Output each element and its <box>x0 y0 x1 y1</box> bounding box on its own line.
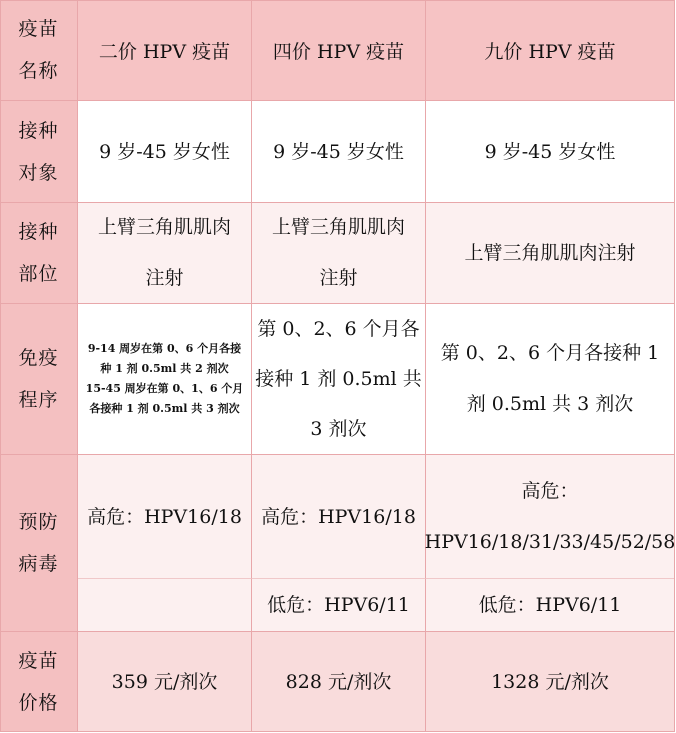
price-label-cell <box>0 632 78 732</box>
price-quadrivalent <box>252 632 426 732</box>
schedule-bivalent-line3: 15-45 周岁在第 0、1、6 个月 <box>85 382 244 395</box>
price-label-bottom: 价格 <box>18 691 59 714</box>
target-nonavalent-text: 9 岁-45 岁女性 <box>484 140 616 163</box>
header-label-cell <box>0 0 78 101</box>
prevent-bivalent-low <box>78 579 252 632</box>
schedule-bivalent-line1: 9-14 周岁在第 0、6 个月各接 <box>87 342 242 355</box>
prevent-quadrivalent-high <box>252 455 426 579</box>
header-bivalent-title: 二价 HPV 疫苗 <box>98 40 231 63</box>
target-label-bottom: 对象 <box>18 161 59 184</box>
schedule-nonavalent-line2: 剂 0.5ml 共 3 剂次 <box>466 393 634 415</box>
price-nonavalent <box>426 632 675 732</box>
price-bivalent-text: 359 元/剂次 <box>111 670 218 693</box>
target-quadrivalent <box>252 101 426 203</box>
prevent-quadrivalent-low <box>252 579 426 632</box>
prevent-nonavalent-low-text: 低危：HPV6/11 <box>478 594 622 616</box>
prevent-bivalent-high <box>78 455 252 579</box>
site-quadrivalent-line2: 注射 <box>319 267 358 289</box>
header-quadrivalent <box>252 0 426 101</box>
price-quadrivalent-text: 828 元/剂次 <box>285 670 392 693</box>
target-bivalent-text: 9 岁-45 岁女性 <box>99 140 230 163</box>
header-label-top: 疫苗 <box>18 18 59 40</box>
target-quadrivalent-text: 9 岁-45 岁女性 <box>273 140 404 163</box>
header-label-bottom: 名称 <box>18 60 59 82</box>
schedule-label-top: 免疫 <box>18 347 59 369</box>
schedule-quadrivalent-line3: 3 剂次 <box>310 418 367 440</box>
prevent-nonavalent-high-types: HPV16/18/31/33/45/52/58 <box>424 530 676 553</box>
site-bivalent-line2: 注射 <box>145 267 184 289</box>
prevent-label-top: 预防 <box>18 511 59 533</box>
prevent-nonavalent-low <box>426 579 675 632</box>
header-bivalent <box>78 0 252 101</box>
schedule-nonavalent <box>426 304 675 455</box>
price-label-top: 疫苗 <box>18 649 59 672</box>
site-quadrivalent <box>252 203 426 304</box>
schedule-quadrivalent-line2: 接种 1 剂 0.5ml 共 <box>255 368 422 390</box>
site-label-cell <box>0 203 78 304</box>
prevent-quadrivalent-low-text: 低危：HPV6/11 <box>267 594 410 616</box>
schedule-quadrivalent <box>252 304 426 455</box>
site-bivalent-line1: 上臂三角肌肌肉 <box>97 216 231 238</box>
site-quadrivalent-line1: 上臂三角肌肌肉 <box>271 216 405 238</box>
prevent-nonavalent-high-label: 高危： <box>521 479 579 502</box>
schedule-bivalent-line4: 各接种 1 剂 0.5ml 共 3 剂次 <box>89 402 240 415</box>
site-label-bottom: 部位 <box>18 263 59 285</box>
site-nonavalent <box>426 203 675 304</box>
site-bivalent <box>78 203 252 304</box>
schedule-nonavalent-line1: 第 0、2、6 个月各接种 1 <box>440 342 660 364</box>
price-bivalent <box>78 632 252 732</box>
header-nonavalent <box>426 0 675 101</box>
prevent-label-cell <box>0 455 78 632</box>
prevent-nonavalent-high <box>426 455 675 579</box>
target-nonavalent <box>426 101 675 203</box>
site-label-top: 接种 <box>18 221 59 243</box>
schedule-label-cell <box>0 304 78 455</box>
header-quadrivalent-title: 四价 HPV 疫苗 <box>272 40 405 63</box>
price-nonavalent-text: 1328 元/剂次 <box>491 670 609 693</box>
schedule-label-bottom: 程序 <box>18 389 59 411</box>
header-nonavalent-title: 九价 HPV 疫苗 <box>484 40 616 63</box>
prevent-bivalent-high-text: 高危：HPV16/18 <box>87 505 242 528</box>
target-label-cell <box>0 101 78 203</box>
schedule-bivalent <box>78 304 252 455</box>
schedule-bivalent-line2: 种 1 剂 0.5ml 共 2 剂次 <box>100 362 229 375</box>
target-label-top: 接种 <box>18 119 59 142</box>
target-bivalent <box>78 101 252 203</box>
site-nonavalent-text: 上臂三角肌肌肉注射 <box>464 242 636 264</box>
schedule-quadrivalent-line1: 第 0、2、6 个月各 <box>257 318 420 340</box>
prevent-label-bottom: 病毒 <box>18 553 59 575</box>
prevent-quadrivalent-high-text: 高危：HPV16/18 <box>261 505 416 528</box>
